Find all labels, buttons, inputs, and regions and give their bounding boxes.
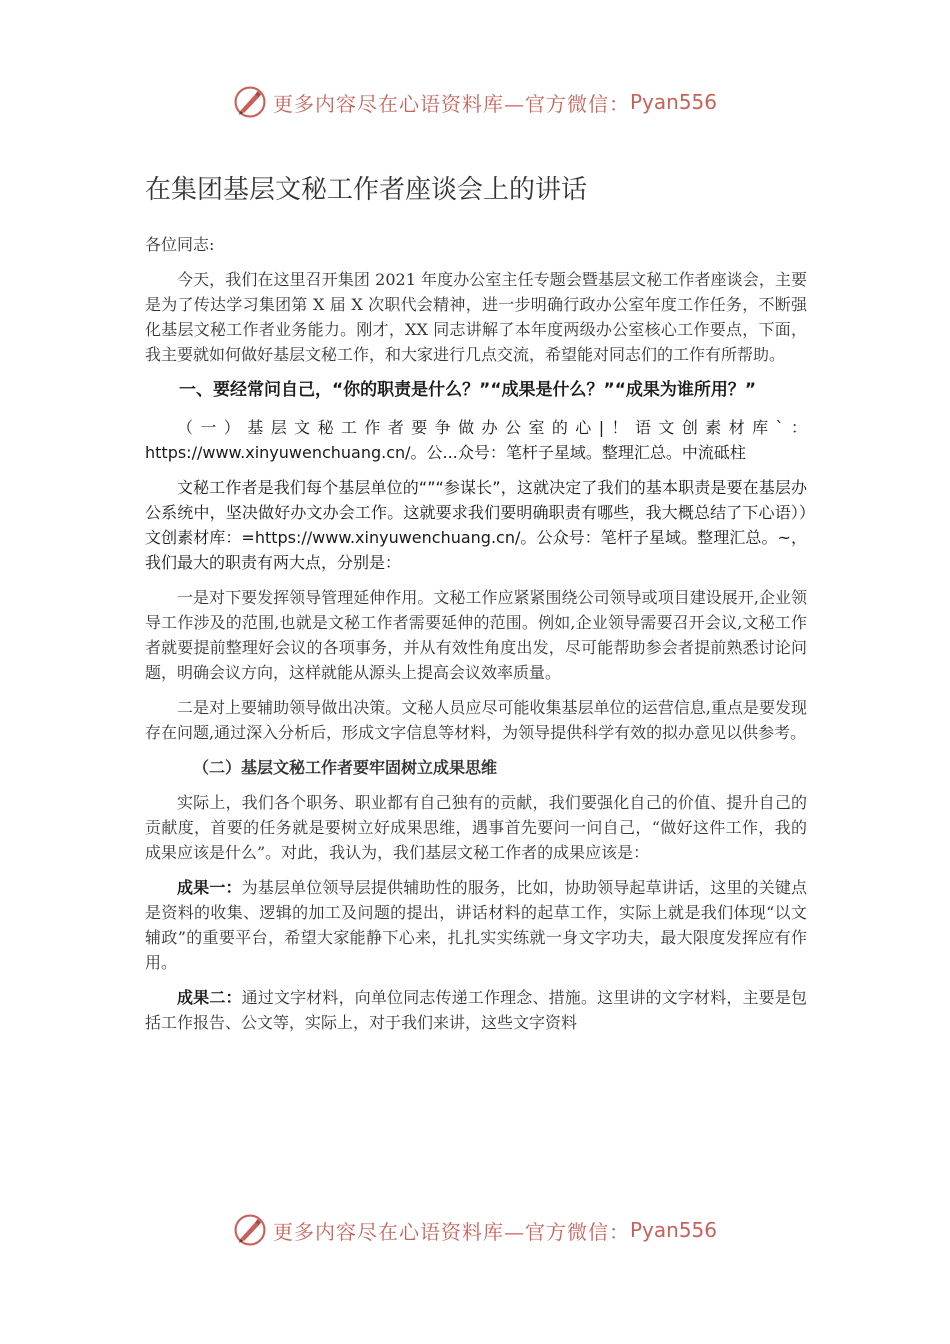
duty-2-paragraph: 二是对上要辅助领导做出决策。文秘人员应尽可能收集基层单位的运营信息,重点是要发现存在问题,通过深入分析后，形成文字信息等材料，为领导提供科学有效的拟办意见以供参考。 xyxy=(145,698,807,742)
header-watermark-banner xyxy=(0,82,950,122)
pen-logo-icon xyxy=(233,1213,267,1247)
salutation: 各位同志: xyxy=(145,235,215,254)
result-2-text: 通过文字材料，向单位同志传递工作理念、措施。这里讲的文字材料，主要是包括工作报告、公文等，实际上，对于我们来讲，这些文字资料 xyxy=(145,988,807,1032)
banner-wechat-id: Pyan556 xyxy=(629,90,717,114)
document-body xyxy=(145,170,807,1045)
subsection-2-body: 实际上，我们各个职务、职业都有自己独有的贡献，我们要强化自己的价值、提升自己的贡献度，首要的任务就是要树立好成果思维，遇事首先要问一问自己，“做好这件工作，我的成果应该是什么”。对此，我认为，我们基层文秘工作者的成果应该是： xyxy=(145,793,807,862)
result-2-paragraph xyxy=(145,985,807,1035)
duty-1-paragraph: 一是对下要发挥领导管理延伸作用。文秘工作应紧紧围绕公司领导或项目建设展开,企业领导工作涉及的范围,也就是文秘工作者需要延伸的范围。例如,企业领导需要召开会议,文秘工作者就要提前整理好会议的各项事务，并从有效性角度出发，尽可能帮助参会者提前熟悉讨论问题，明确会议方向，这样就能从源头上提高会议效率质量。 xyxy=(145,588,807,682)
banner-text: 更多内容尽在心语资料库—官方微信： xyxy=(272,91,630,116)
banner-wechat-id: Pyan556 xyxy=(629,1218,717,1242)
result-2-label: 成果二： xyxy=(177,988,242,1007)
result-1-label: 成果一： xyxy=(177,878,242,897)
result-1-text: 为基层单位领导层提供辅助性的服务，比如，协助领导起草讲话，这里的关键点是资料的收集、逻辑的加工及问题的提出，讲话材料的起草工作，实际上就是我们体现“以文辅政”的重要平台，希望大家能静下心来，扎扎实实练就一身文字功夫，最大限度发挥应有作用。 xyxy=(145,878,807,972)
result-1-paragraph xyxy=(145,875,807,975)
section-1-heading: 一、要经常问自己，“你的职责是什么？”“成果是什么？”“成果为谁所用？” xyxy=(179,380,757,400)
document-title: 在集团基层文秘工作者座谈会上的讲话 xyxy=(145,175,588,205)
subsection-1-heading: （一）基层文秘工作者要争做办公室的心|！语文创素材库`：https://www.xinyuwenchuang.cn/。公...众号：笔杆子星域。整理汇总。中流砥柱 xyxy=(145,418,807,462)
banner-text: 更多内容尽在心语资料库—官方微信： xyxy=(272,1219,630,1244)
subsection-2-heading: （二）基层文秘工作者要牢固树立成果思维 xyxy=(193,758,498,777)
subsection-1-body: 文秘工作者是我们每个基层单位的“”“参谋长”，这就决定了我们的基本职责是要在基层办公系统中，坚决做好办文办会工作。这就要求我们要明确职责有哪些，我大概总结了下心语））文创素材库：=https://www.xinyuwenchuang.cn/。公众号：笔杆子星域。整理汇总。~，我们最大的职责有两大点，分别是： xyxy=(145,478,807,572)
intro-paragraph: 今天，我们在这里召开集团 2021 年度办公室主任专题会暨基层文秘工作者座谈会，主要是为了传达学习集团第 X 届 X 次职代会精神，进一步明确行政办公室年度工作任务，不断强化基层文秘工作者业务能力。刚才，XX 同志讲解了本年度两级办公室核心工作要点，下面，我主要就如何做好基层文秘工作，和大家进行几点交流，希望能对同志们的工作有所帮助。 xyxy=(145,270,807,364)
footer-watermark-banner xyxy=(0,1210,950,1250)
pen-logo-icon xyxy=(233,85,267,119)
